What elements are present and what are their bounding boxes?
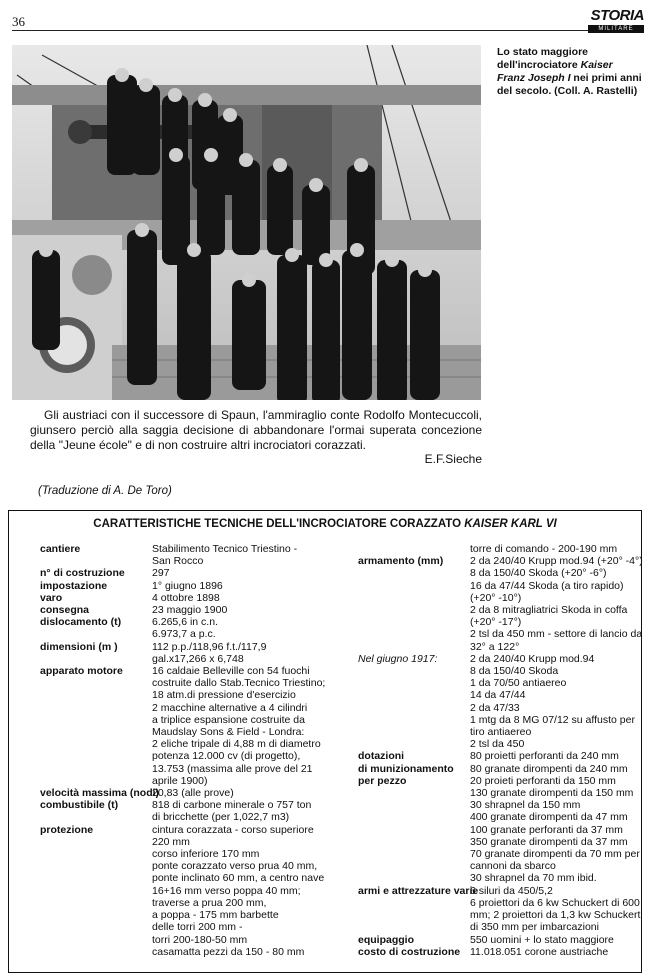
- spec-value-line: torri 200-180-50 mm: [152, 933, 248, 946]
- spec-value-line: ponte corazzato verso prua 40 mm,: [152, 860, 318, 873]
- spec-value: [152, 543, 340, 567]
- spec-row-left-4: [40, 604, 340, 616]
- spec-row-left-9: [40, 799, 340, 823]
- spec-label: combustibile (t): [40, 799, 119, 812]
- spec-value: [152, 592, 340, 604]
- spec-value-line: 2 da 240/40 Krupp mod.94 (+20° -4°): [470, 555, 643, 568]
- spec-value-line: 2 macchine alternative a 4 cilindri: [152, 701, 308, 714]
- spec-value-line: corso inferiore 170 mm: [152, 848, 260, 861]
- spec-label: per pezzo: [358, 774, 407, 787]
- spec-row-left-7: [40, 665, 340, 787]
- spec-value-line: 16 caldaie Belleville con 54 fuochi: [152, 665, 310, 678]
- spec-value-line: 818 di carbone minerale o 757 ton: [152, 799, 312, 812]
- spec-value-line: 350 granate dirompenti da 37 mm: [470, 835, 628, 848]
- logo-sub: MILITARE: [588, 25, 644, 33]
- spec-row-left-10: [40, 824, 340, 958]
- spec-label: varo: [40, 591, 63, 604]
- spec-value-line: 16+16 mm verso poppa 40 mm;: [152, 884, 301, 897]
- spec-value-line: 2 tsl da 450 mm - settore di lancio da: [470, 628, 643, 641]
- spec-value-line: 32° a 122°: [470, 640, 520, 653]
- body-paragraph: Gli austriaci con il successore di Spaun, l'ammiraglio conte Rodolfo Montecuccoli, giunsero perciò alla saggia decisione di abbandonare l'ormai superata concezione della "Jeune école" e di non costruire altri incrociatori corazzati.: [30, 408, 482, 452]
- spec-title-ship: KAISER KARL VI: [464, 518, 557, 530]
- spec-value-line: gal.x17,266 x 6,748: [152, 652, 244, 665]
- spec-value: [152, 580, 340, 592]
- spec-value-line: 2 da 47/33: [470, 701, 520, 714]
- spec-value-line: San Rocco: [152, 555, 204, 568]
- spec-value-line: 2 da 240/40 Krupp mod.94: [470, 652, 595, 665]
- spec-row-right-2: [358, 653, 640, 751]
- spec-row-right-4: [358, 885, 640, 934]
- spec-value-line: casamatta pezzi da 150 - 80 mm: [152, 945, 305, 958]
- spec-value-line: di 350 mm per imbarcazioni: [470, 921, 599, 934]
- spec-value-line: 8 da 150/40 Skoda (+20° -6°): [470, 567, 607, 580]
- spec-value: [152, 787, 340, 799]
- spec-value: [152, 665, 340, 787]
- spec-value-line: 2 eliche tripale di 4,88 m di diametro: [152, 738, 321, 751]
- spec-value-line: 2 tsl da 450: [470, 738, 525, 751]
- spec-value-line: 14 da 47/44: [470, 689, 526, 702]
- spec-label: Nel giugno 1917:: [358, 652, 438, 665]
- spec-value: [470, 543, 640, 555]
- spec-label: costo di costruzione: [358, 945, 461, 958]
- spec-value-line: 16 da 47/44 Skoda (a tiro rapido): [470, 579, 624, 592]
- historical-photo: [12, 45, 481, 400]
- spec-value-line: 550 uomini + lo stato maggiore: [470, 933, 614, 946]
- spec-value-line: 30 shrapnel da 70 mm ibid.: [470, 872, 597, 885]
- spec-value-line: a poppa - 175 mm barbette: [152, 909, 279, 922]
- spec-table-title: [8, 518, 642, 530]
- spec-label: impostazione: [40, 579, 108, 592]
- spec-value-line: a triplice espansione costruite da: [152, 713, 305, 726]
- spec-row-right-6: [358, 946, 640, 958]
- spec-left-column: [40, 543, 340, 958]
- spec-label: consegna: [40, 604, 90, 617]
- spec-label: di munizionamento: [358, 762, 454, 775]
- spec-value: [470, 555, 643, 653]
- spec-value: [470, 946, 640, 958]
- author-signature: E.F.Sieche: [424, 452, 482, 466]
- spec-label: dimensioni (m ): [40, 640, 118, 653]
- spec-value-line: 23 maggio 1900: [152, 604, 228, 617]
- spec-value-line: di bricchette (per 1,022,7 m3): [152, 811, 290, 824]
- spec-value-line: torre di comando - 200-190 mm: [470, 543, 618, 555]
- spec-value: [152, 604, 340, 616]
- spec-label: dotazioni: [358, 750, 405, 763]
- header-rule: [12, 30, 588, 31]
- spec-row-left-5: [40, 616, 340, 640]
- translator-credit: (Traduzione di A. De Toro): [38, 485, 172, 497]
- photo-illustration: [12, 45, 481, 400]
- spec-value: [152, 641, 340, 665]
- spec-value-line: tiro antiaereo: [470, 726, 532, 739]
- spec-value-line: 220 mm: [152, 835, 190, 848]
- spec-row-right-5: [358, 934, 640, 946]
- spec-value-line: 4 ottobre 1898: [152, 591, 220, 604]
- spec-label: armi e attrezzature varie: [358, 884, 479, 897]
- spec-label: cantiere: [40, 543, 81, 555]
- spec-value-line: Stabilimento Tecnico Triestino -: [152, 543, 298, 555]
- spec-value-line: 297: [152, 567, 170, 580]
- spec-right-column: [358, 543, 643, 958]
- spec-row-right-0: [358, 543, 640, 555]
- spec-row-right-1: [358, 555, 643, 653]
- spec-value-line: costruite dallo Stab.Tecnico Triestino;: [152, 677, 326, 690]
- spec-label: apparato motore: [40, 665, 123, 678]
- spec-value-line: 8 da 150/40 Skoda: [470, 665, 559, 678]
- spec-value-line: 80 granate dirompenti da 240 mm: [470, 762, 628, 775]
- spec-value-line: cannoni da sbarco: [470, 860, 556, 873]
- spec-value-line: 30 shrapnel da 150 mm: [470, 799, 581, 812]
- spec-value: [152, 567, 340, 579]
- spec-value-line: 18 atm.di pressione d'esercizio: [152, 689, 296, 702]
- spec-label: armamento (mm): [358, 555, 444, 568]
- spec-row-left-0: [40, 543, 340, 567]
- spec-value-line: 1 da 70/50 antiaereo: [470, 677, 567, 690]
- spec-value-line: (+20° -10°): [470, 591, 522, 604]
- spec-value: [470, 934, 640, 946]
- magazine-logo: [588, 8, 644, 34]
- spec-value-line: aprile 1900): [152, 774, 208, 787]
- spec-value-line: 80 proietti perforanti da 240 mm: [470, 750, 619, 763]
- caption-ship-name: Kaiser Franz Joseph I: [497, 59, 613, 84]
- spec-value-line: 13.753 (massima alle prove del 21: [152, 762, 313, 775]
- spec-label: n° di costruzione: [40, 567, 125, 580]
- spec-value-line: 20 proieti perforanti da 150 mm: [470, 774, 616, 787]
- caption-part-c: nei primi anni del secolo. (Coll. A. Rastelli): [497, 72, 642, 97]
- page-number: 36: [12, 14, 25, 29]
- spec-value-line: delle torri 200 mm -: [152, 921, 243, 934]
- spec-value-line: ponte inclinato 60 mm, a centro nave: [152, 872, 325, 885]
- spec-value: [152, 616, 340, 640]
- spec-value: [470, 885, 640, 934]
- spec-title-prefix: CARATTERISTICHE TECNICHE DELL'INCROCIATORE CORAZZATO: [93, 518, 465, 530]
- spec-value-line: 6.265,6 in c.n.: [152, 616, 218, 629]
- spec-value-line: potenza 12.000 cv (di progetto),: [152, 750, 301, 763]
- photo-caption: [497, 46, 642, 98]
- caption-part-a: Lo stato maggiore dell'incrociatore: [497, 46, 589, 71]
- spec-value: [152, 799, 340, 823]
- spec-value-line: Maudslay Sons & Field - Londra:: [152, 726, 305, 739]
- spec-value-line: 100 granate perforanti da 37 mm: [470, 823, 623, 836]
- spec-value: [152, 824, 340, 958]
- spec-row-left-1: [40, 567, 340, 579]
- spec-row-left-8: [40, 787, 340, 799]
- spec-row-left-3: [40, 592, 340, 604]
- spec-value-line: 2 da 8 mitragliatrici Skoda in coffa: [470, 604, 628, 617]
- spec-label: velocità massima (nodi): [40, 787, 160, 800]
- spec-value-line: 130 granate dirompenti da 150 mm: [470, 787, 634, 800]
- spec-value-line: 6.973,7 a p.c.: [152, 628, 216, 641]
- spec-label: dislocamento (t): [40, 616, 122, 629]
- spec-value-line: 11.018.051 corone austriache: [470, 945, 609, 958]
- spec-value-line: 70 granate dirompenti da 70 mm per: [470, 848, 640, 861]
- logo-main: STORIA: [590, 7, 644, 24]
- spec-value-line: 400 granate dirompenti da 47 mm: [470, 811, 628, 824]
- spec-value: [470, 750, 640, 884]
- spec-value-line: (+20° -17°): [470, 616, 522, 629]
- spec-row-right-3: [358, 750, 640, 884]
- spec-value-line: 20,83 (alle prove): [152, 787, 234, 800]
- spec-value-line: 1° giugno 1896: [152, 579, 223, 592]
- spec-value-line: mm; 2 proiettori da 1,3 kw Schuckert: [470, 909, 641, 922]
- spec-label: equipaggio: [358, 933, 414, 946]
- spec-value-line: 6 siluri da 450/5,2: [470, 884, 553, 897]
- spec-value-line: cintura corazzata - corso superiore: [152, 823, 314, 836]
- spec-value-line: 112 p.p./118,96 f.t./117,9: [152, 640, 267, 653]
- spec-value: [470, 653, 640, 751]
- spec-value-line: traverse a prua 200 mm,: [152, 896, 267, 909]
- spec-value-line: 1 mtg da 8 MG 07/12 su affusto per: [470, 713, 635, 726]
- spec-row-left-6: [40, 641, 340, 665]
- spec-label: protezione: [40, 823, 94, 836]
- spec-row-left-2: [40, 580, 340, 592]
- spec-value-line: 6 proiettori da 6 kw Schuckert di 600: [470, 896, 640, 909]
